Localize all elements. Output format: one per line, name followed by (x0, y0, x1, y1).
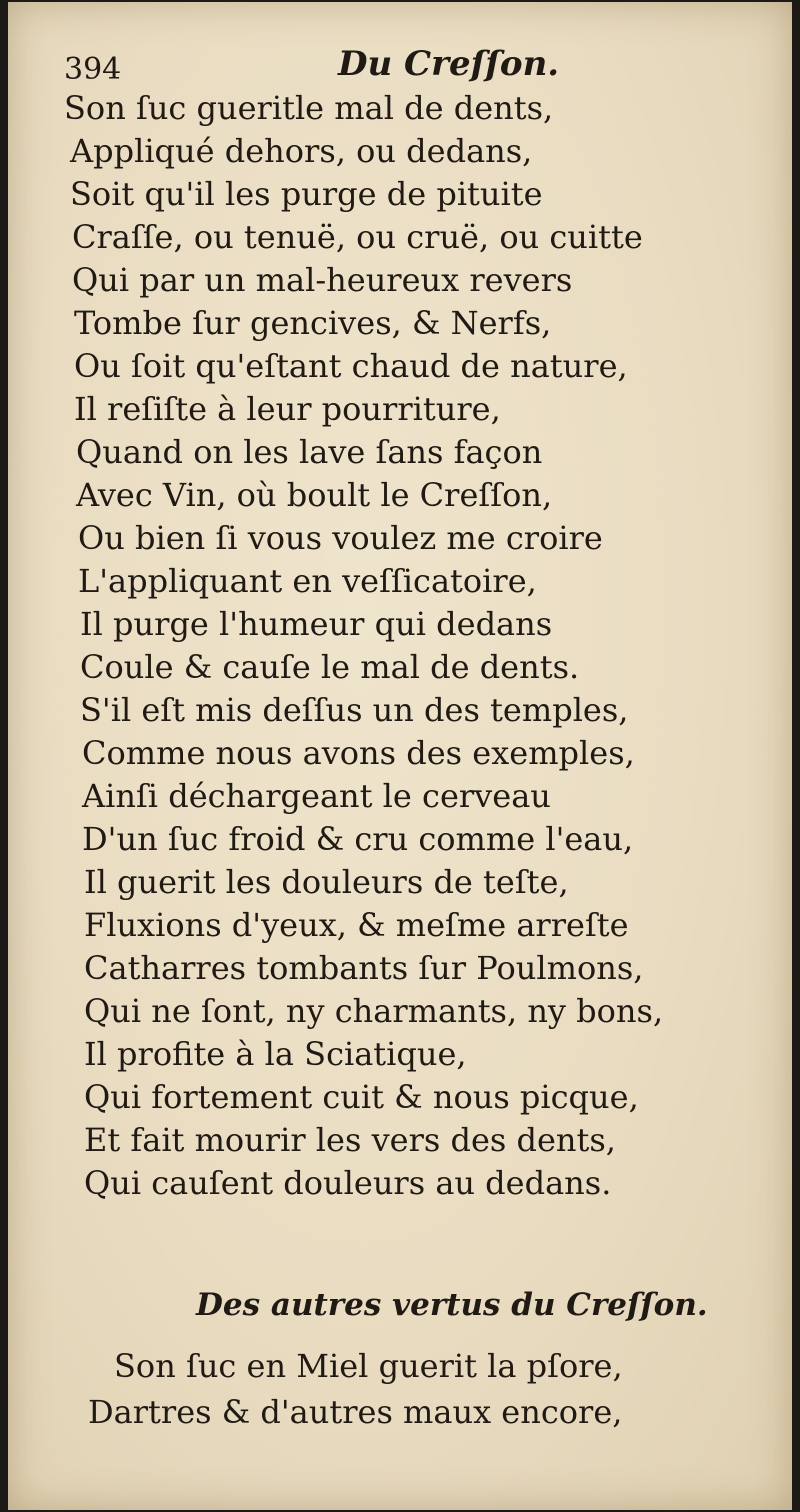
verse-line: Ou bien ſi vous voulez me croire (78, 519, 603, 557)
verse-line: Fluxions d'yeux, & meſme arreſte (84, 906, 629, 944)
verse-line: Tombe ſur gencives, & Nerfs, (74, 304, 552, 342)
running-head: Du Creſſon. (338, 44, 560, 84)
verse-line: Il guerit les douleurs de teſte, (84, 863, 569, 901)
verse-line: S'il eſt mis deſſus un des temples, (80, 691, 629, 729)
verse-line: L'appliquant en veſſicatoire, (78, 562, 537, 600)
page-header (8, 42, 792, 94)
verse-line: Son ſuc gueritle mal de dents, (64, 89, 554, 127)
verse-line: Il purge l'humeur qui dedans (80, 605, 553, 643)
book-page (8, 2, 792, 1510)
closing-verse-line: Son ſuc en Miel guerit la pſore, (114, 1347, 623, 1385)
verse-line: Soit qu'il les purge de pituite (70, 175, 543, 213)
verse-line: Et fait mourir les vers des dents, (84, 1121, 616, 1159)
page-number: 394 (64, 52, 122, 87)
verse-line: Qui fortement cuit & nous picque, (84, 1078, 639, 1116)
verse-line: Coule & cauſe le mal de dents. (80, 648, 580, 686)
verse-line: Comme nous avons des exemples, (82, 734, 635, 772)
verse-line: Quand on les lave ſans façon (76, 433, 543, 471)
verse-line: Catharres tombants ſur Poulmons, (84, 949, 644, 987)
verse-line: Appliqué dehors, ou dedans, (70, 132, 533, 170)
verse-line: Ainſi déchargeant le cerveau (82, 777, 551, 815)
verse-line: Avec Vin, où boult le Creſſon, (76, 476, 553, 514)
verse-line: Qui ne ſont, ny charmants, ny bons, (84, 992, 664, 1030)
verse-line: Qui cauſent douleurs au dedans. (84, 1164, 612, 1202)
closing-verse-line: Dartres & d'autres maux encore, (88, 1393, 623, 1431)
verse-line: Il reſiſte à leur pourriture, (74, 390, 501, 428)
verse-line: D'un ſuc froid & cru comme l'eau, (82, 820, 634, 858)
verse-line: Ou ſoit qu'eſtant chaud de nature, (74, 347, 628, 385)
verse-line: Il profite à la Sciatique, (84, 1035, 467, 1073)
verse-line: Qui par un mal-heureux revers (72, 261, 573, 299)
verse-line: Craſſe, ou tenuë, ou cruë, ou cuitte (72, 218, 643, 256)
section-heading: Des autres vertus du Creſſon. (196, 1287, 708, 1323)
